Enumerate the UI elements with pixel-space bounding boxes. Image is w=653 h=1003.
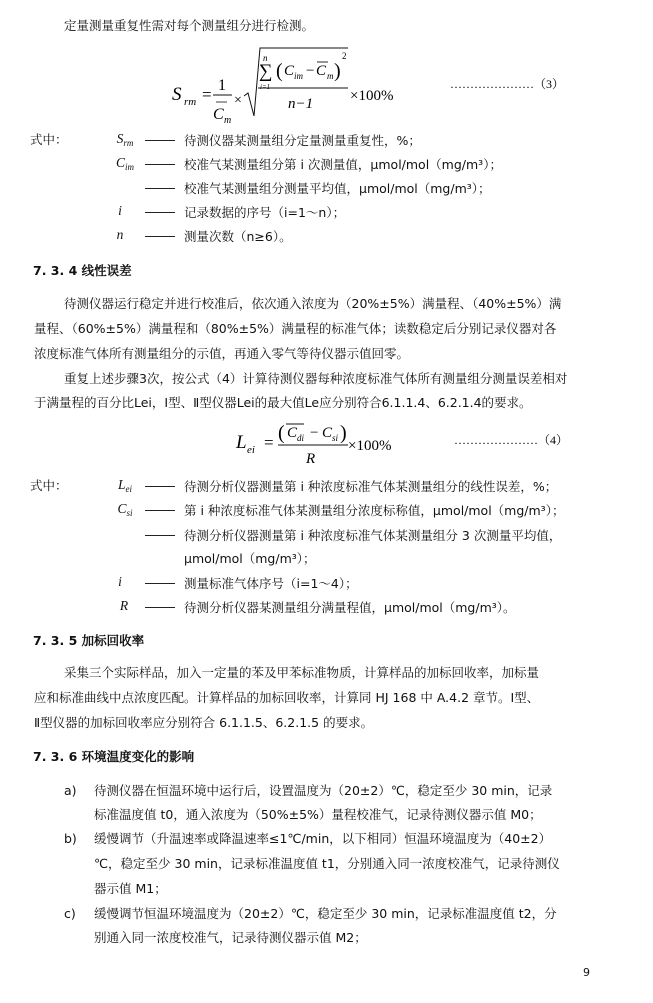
eq4-cdi: C <box>287 425 298 441</box>
eq3-sum-n: n <box>263 53 268 63</box>
eq4-pct: ×100% <box>348 438 392 454</box>
equation-3 <box>160 44 580 124</box>
eq3-lhs-sub: rm <box>184 96 197 108</box>
eq3-equals: = <box>202 85 212 104</box>
eq3-times: × <box>234 93 242 108</box>
document-page: 定量测量重复性需对每个测量组分进行检测。 S rm = 1 C m × n ∑ i=1 ( C im − C m ) 2 n−1 ×100% …………………（3） 式中： $S_{rm}$ 待测仪器某测量组分定量测量重复性，%； $C_{im}$ 校准气某测量组分第 i 次测量值，μmol/mol（mg/m³）； 校准气某测量组分测量平均值，μmol/mol（mg/m³）； i 记录数据的序号（i=1～n）； n 测量次数（n≥6）。 7. 3. 4 线性误差 待测仪器运行稳定并进行校准后，依次通入浓度为（20%±5%）满量程、（40%±5%）满 量程、（60%±5%）满量程和（80%±5%）满量程的标准气体；读数稳定后分别记录仪器对各 浓度标准气体所有测量组分的示值，再通入零气等待仪器示值回零。 重复上述步骤3次，按公式（4）计算待测仪器每种浓度标准气体所有测量组分测量误差相对 于满量程的百分比Lei，Ⅰ型、Ⅱ型仪器Lei的最大值Le应分别符合6.1.1.4、6.2.1.4的要求。 L ei = ( C di − C si ) R ×100% …………………（4） 式中： $L_{ei}$ 待测分析仪器测量第 i 种浓度标准气体某测量组分的线性误差，%； $C_{si}$ 第 i 种浓度标准气体某测量组分浓度标称值，μmol/mol（mg/m³）； 待测分析仪器测量第 i 种浓度标准气体某测量组分 3 次测量平均值， μmol/mol（mg/m³）； i 测量标准气体序号（i=1～4）； R 待测分析仪器某测量组分满量程值，μmol/mol（mg/m³）。 7. 3. 5 加标回收率 采集三个实际样品，加入一定量的苯及甲苯标准物质，计算样品的加标回收率，加标量 应和标准曲线中点浓度匹配。计算样品的加标回收率，计算同 HJ 168 中 A.4.2 章节。Ⅰ型、 Ⅱ型仪器的加标回收率应分别符合 6.1.1.5、6.2.1.5 的要求。 7. 3. 6 环境温度变化的影响 a) 待测仪器在恒温环境中运行后，设置温度为（20±2）℃，稳定至少 30 min，记录 标准温度值 t0，通入浓度为（50%±5%）量程校准气，记录待测仪器示值 M0； b) 缓慢调节（升温速率或降温速率≤1℃/min，以下相同）恒温环境温度为（40±2） ℃，稳定至少 30 min，记录标准温度值 t1，分别通入同一浓度校准气，记录待测仪 器示值 M1； c) 缓慢调节恒温环境温度为（20±2）℃，稳定至少 30 min，记录标准温度值 t2，分 别通入同一浓度校准气，记录待测仪器示值 M2； 9 <box>30 18 590 979</box>
eq4-cdi-sub: di <box>297 433 305 443</box>
desc-n: 测量次数（n≥6）。 <box>184 229 292 244</box>
eq3-minus: − <box>306 63 315 79</box>
desc-Cim: 校准气某测量组分第 i 次测量值，μmol/mol（mg/m³）； <box>184 157 502 172</box>
eq4-lhs-sub: ei <box>247 444 255 456</box>
item-b-label: b) <box>64 831 77 846</box>
intro-text: 定量测量重复性需对每个测量组分进行检测。 <box>64 18 315 33</box>
eq3-term-cbar: C <box>316 63 327 79</box>
eq4-number: …………………（4） <box>454 433 569 447</box>
section-7-3-5-title: 7. 3. 5 加标回收率 <box>33 633 145 648</box>
desc-i-2: 测量标准气体序号（i=1～4）； <box>184 576 358 591</box>
item-c-line-1: 缓慢调节恒温环境温度为（20±2）℃，稳定至少 30 min，记录标准温度值 t2，分 <box>94 906 557 921</box>
eq4-lhs: L <box>236 432 247 453</box>
eq3-term-sub: im <box>294 71 303 81</box>
desc-Cm-bar: 校准气某测量组分测量平均值，μmol/mol（mg/m³）； <box>184 181 491 196</box>
desc-R: 待测分析仪器某测量组分满量程值，μmol/mol（mg/m³）。 <box>184 600 516 615</box>
eq3-lparen: ( <box>276 60 283 82</box>
eq4-csi: C <box>322 425 333 441</box>
desc-Csi: 第 i 种浓度标准气体某测量组分浓度标称值，μmol/mol（mg/m³）； <box>184 503 565 518</box>
section-7-3-6-title: 7. 3. 6 环境温度变化的影响 <box>33 749 195 764</box>
page-number: 9 <box>583 966 590 979</box>
eq3-den2: n−1 <box>288 96 314 112</box>
item-c-label: c) <box>64 906 76 921</box>
eq3-sq: 2 <box>342 51 347 61</box>
sym-Srm: $S_{rm}$ <box>116 131 134 148</box>
eq4-lparen: ( <box>278 422 285 444</box>
eq3-num1: 1 <box>218 77 226 94</box>
sym-Csi: $C_{si}$ <box>117 501 133 518</box>
item-b-line-3: 器示值 M1； <box>94 881 167 896</box>
item-b-line-2: ℃，稳定至少 30 min，记录标准温度值 t1，分别通入同一浓度校准气，记录待测仪 <box>94 856 560 871</box>
sym-i: i <box>118 203 122 218</box>
eq3-sum-i: i=1 <box>260 83 271 91</box>
eq4-rparen: ) <box>340 422 347 444</box>
desc-Lei: 待测分析仪器测量第 i 种浓度标准气体某测量组分的线性误差，%； <box>184 479 558 494</box>
item-a-line-2: 标准温度值 t0，通入浓度为（50%±5%）量程校准气，记录待测仪器示值 M0； <box>94 807 542 822</box>
eq3-den1: C <box>213 106 224 123</box>
eq3-cbar-sub: m <box>327 71 334 81</box>
sym-n: n <box>116 227 124 242</box>
item-c-line-2: 别通入同一浓度校准气，记录待测仪器示值 M2； <box>94 930 367 945</box>
where-label-1: 式中： <box>30 132 68 147</box>
eq3-sigma: ∑ <box>259 61 273 82</box>
eq4-csi-sub: si <box>332 433 339 443</box>
where-label-2: 式中： <box>30 478 68 493</box>
item-b-line-1: 缓慢调节（升温速率或降温速率≤1℃/min，以下相同）恒温环境温度为（40±2） <box>94 831 552 846</box>
eq3-den1-sub: m <box>224 115 232 124</box>
sym-Cim: $C_{im}$ <box>115 155 134 172</box>
eq4-den: R <box>306 451 316 467</box>
eq4-equals: = <box>264 433 274 452</box>
desc-Cdi-bar-unit: μmol/mol（mg/m³）； <box>184 551 316 566</box>
eq3-pct: ×100% <box>350 88 394 104</box>
eq4-minus: − <box>310 425 319 441</box>
equation-4 <box>230 418 590 468</box>
desc-i: 记录数据的序号（i=1～n）； <box>184 205 346 220</box>
eq3-term-c: C <box>284 63 295 79</box>
item-a-label: a) <box>64 783 77 798</box>
eq3-lhs: S <box>172 84 182 105</box>
desc-Cdi-bar: 待测分析仪器测量第 i 种浓度标准气体某测量组分 3 次测量平均值， <box>184 528 562 543</box>
sym-R: R <box>119 598 129 613</box>
sym-i-2: i <box>118 574 122 589</box>
item-a-line-1: 待测仪器在恒温环境中运行后，设置温度为（20±2）℃，稳定至少 30 min，记录 <box>94 783 553 798</box>
desc-Srm: 待测仪器某测量组分定量测量重复性，%； <box>184 133 421 148</box>
eq3-rparen: ) <box>334 60 341 82</box>
eq3-number: …………………（3） <box>450 77 565 91</box>
section-7-3-4-title: 7. 3. 4 线性误差 <box>33 263 132 278</box>
sym-Lei: $L_{ei}$ <box>117 477 132 494</box>
